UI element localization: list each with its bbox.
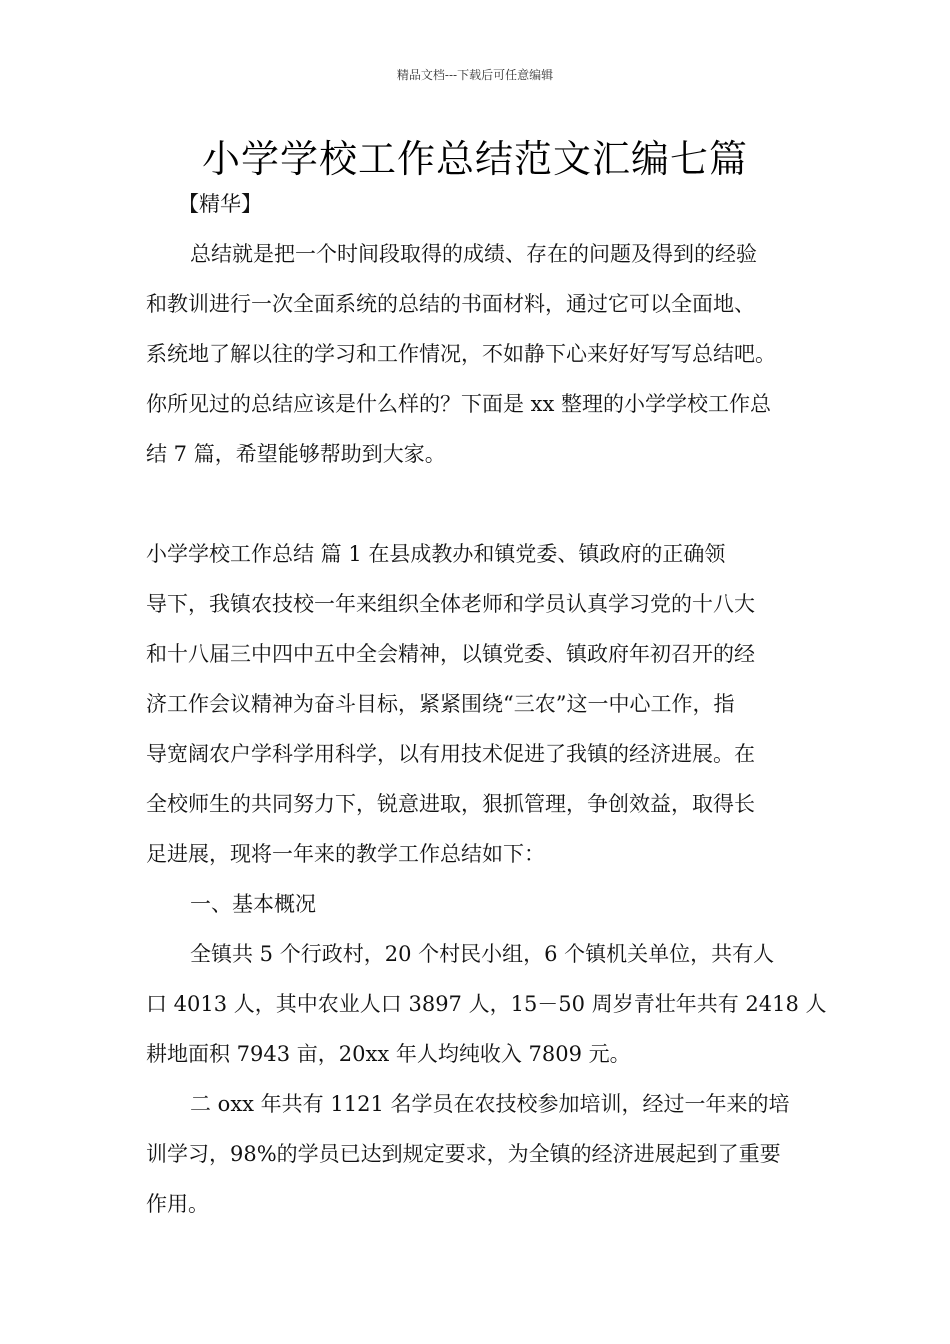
essence-tag: 【精华】 [178,192,262,216]
text-line: 系统地了解以往的学习和工作情况，不如静下心来好好写写总结吧。 [146,342,776,366]
text-line: 训学习，98%的学员已达到规定要求，为全镇的经济进展起到了重要 [146,1142,781,1166]
text-line: 和十八届三中四中五中全会精神，以镇党委、镇政府年初召开的经 [146,642,755,666]
text-line: 耕地面积 7943 亩，20xx 年人均纯收入 7809 元。 [146,1042,631,1066]
text-line: 小学学校工作总结 篇 1 在县成教办和镇党委、镇政府的正确领 [146,542,726,566]
text-line: 全镇共 5 个行政村，20 个村民小组，6 个镇机关单位，共有人 [190,942,775,966]
section-heading: 一、基本概况 [190,892,316,916]
text-line: 足进展，现将一年来的教学工作总结如下： [146,842,545,866]
text-line: 和教训进行一次全面系统的总结的书面材料，通过它可以全面地、 [146,292,755,316]
document-title: 小学学校工作总结范文汇编七篇 [201,137,748,181]
text-line: 总结就是把一个时间段取得的成绩、存在的问题及得到的经验 [190,242,757,266]
text-line: 二 oxx 年共有 1121 名学员在农技校参加培训，经过一年来的培 [190,1092,790,1116]
text-line: 作用。 [146,1192,209,1216]
text-line: 结 7 篇，希望能够帮助到大家。 [146,442,446,466]
text-line: 导下，我镇农技校一年来组织全体老师和学员认真学习党的十八大 [146,592,755,616]
page-header: 精品文档---下载后可任意编辑 [396,68,554,82]
text-line: 济工作会议精神为奋斗目标，紧紧围绕“三农”这一中心工作，指 [146,692,735,716]
text-line: 导宽阔农户学科学用科学，以有用技术促进了我镇的经济进展。在 [146,742,755,766]
text-line: 口 4013 人，其中农业人口 3897 人，15－50 周岁青壮年共有 2418 人 [146,992,827,1016]
text-line: 你所见过的总结应该是什么样的？下面是 xx 整理的小学学校工作总 [146,392,772,416]
text-line: 全校师生的共同努力下，锐意进取，狠抓管理，争创效益，取得长 [146,792,755,816]
